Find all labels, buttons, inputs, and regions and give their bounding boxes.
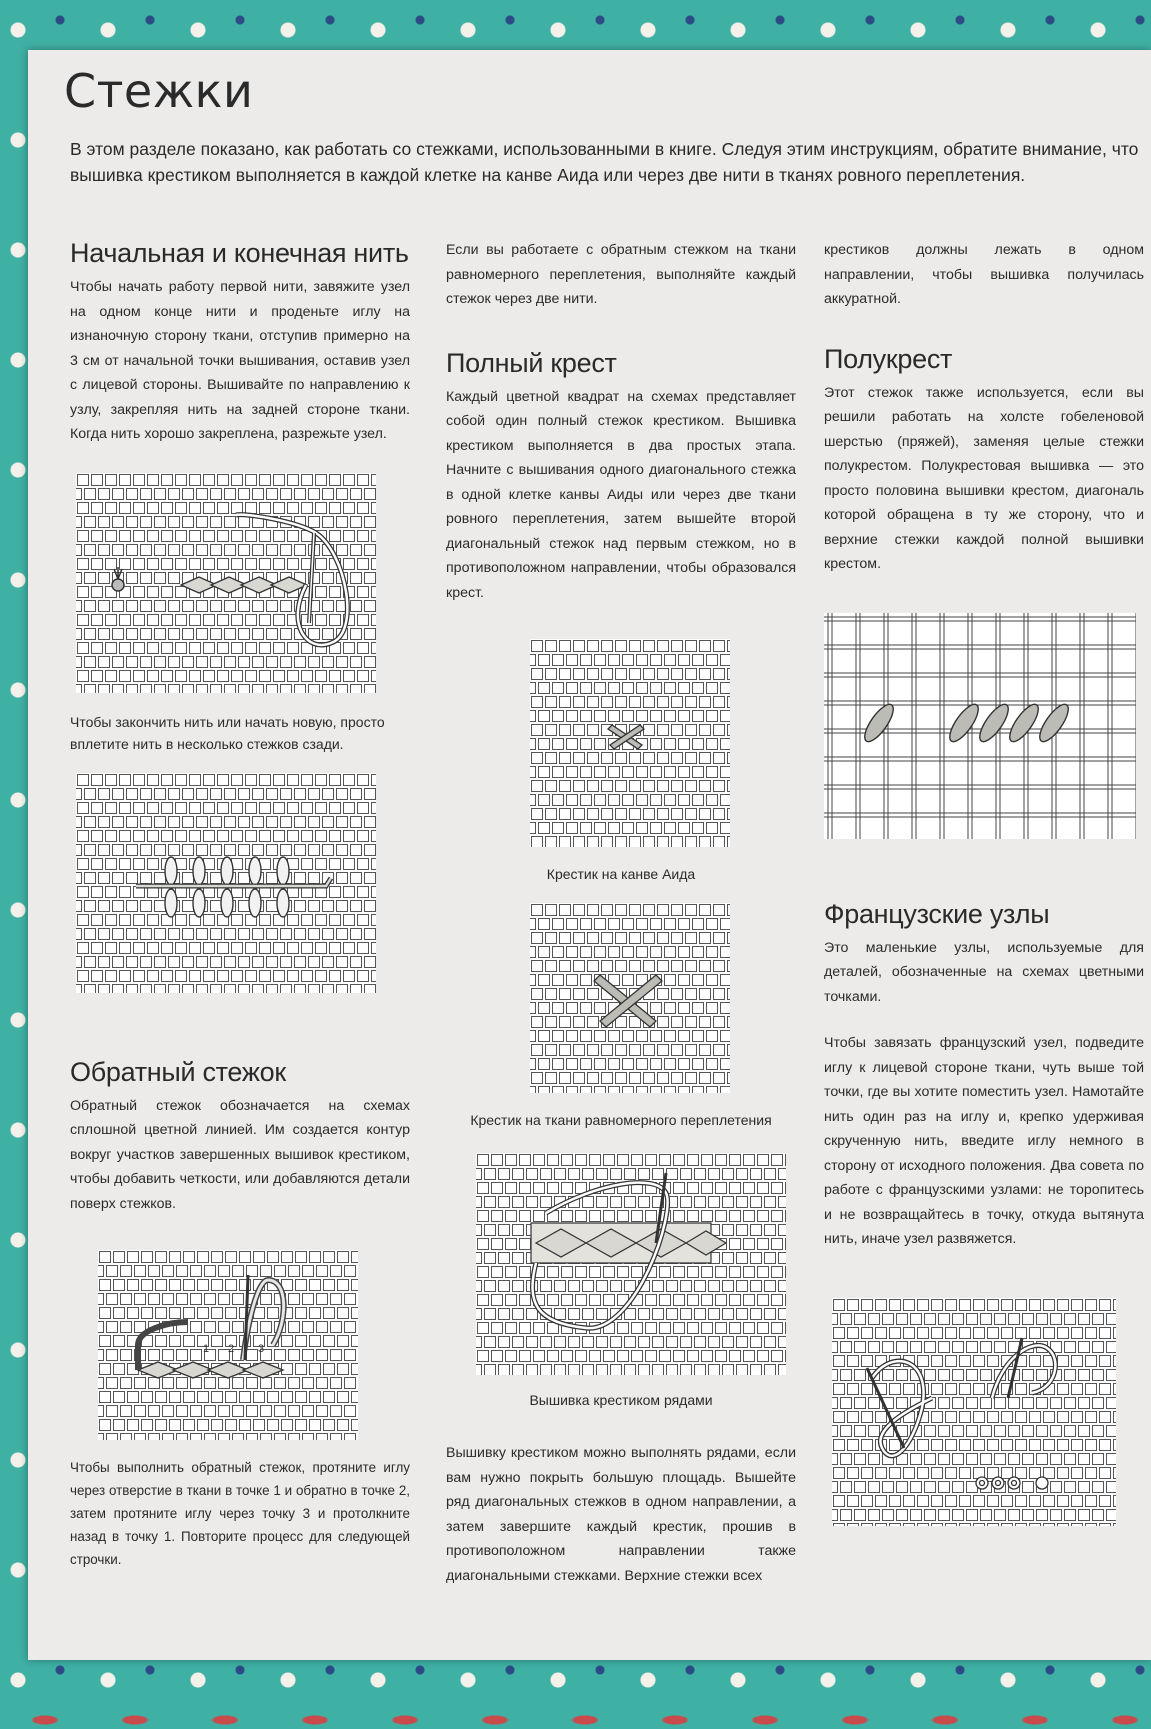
half-cross-intro: крестиков должны лежать в одном направлении, чтобы вышивка получилась аккуратной. xyxy=(824,242,1144,307)
column-left xyxy=(70,238,410,1571)
point-label-3: 3 xyxy=(258,1343,265,1355)
full-cross-text: Каждый цветной квадрат на схемах представляет собой один полный стежок крестиком. Вышивка крестиком выполняется в два простых этапа. Начните с вышивания одного диагонального стежка в одной клетке канвы Аиды или через две ткани ровного переплетения, затем вышейте второй диагональный стежок над первым стежком, но в противоположном направлении, чтобы образовался крест. xyxy=(446,388,796,601)
end-thread-diagram xyxy=(76,773,376,993)
intro-paragraph: В этом разделе показано, как работать со стежками, использованными в книге. Следуя этим инструкциям, обратите внимание, что вышивка крестиком выполняется в каждой клетке на канве Аида или через две нити в тканях ровного переплетения. xyxy=(70,139,1139,185)
backstitch-diagram xyxy=(98,1250,358,1440)
column-middle xyxy=(446,238,796,1588)
column-right xyxy=(824,238,1144,1526)
backstitch-heading: Обратный стежок xyxy=(70,1056,286,1087)
aida-caption: Крестик на канве Аида xyxy=(546,866,696,882)
finished-knots xyxy=(976,1477,1048,1489)
half-cross-text: Этот стежок также используется, если вы решили работать на холсте гобеленовой шерстью (пряжей), заменяя целые стежки полукрестом. Полукрестовая вышивка — это просто половина вышивки крестом, диагональ которой обращена в ту же сторону, что и верхние стежки каждой полной вышивки крестом. xyxy=(824,384,1144,572)
french-knots-text1: Это маленькие узлы, используемые для деталей, обозначенные на схемах цветными точками. xyxy=(824,939,1144,1005)
book-page xyxy=(28,50,1151,1660)
aida-cross-diagram xyxy=(530,639,730,847)
evenweave-cross-diagram xyxy=(530,903,730,1093)
full-cross-intro: Если вы работаете с обратным стежком на ткани равномерного переплетения, выполняйте каждый стежок через две нити. xyxy=(446,242,796,307)
full-cross-heading: Полный крест xyxy=(446,347,617,378)
backstitch-footnote: Чтобы выполнить обратный стежок, протяните иглу через отверстие в ткани в точке 1 и обратно в точке 2, затем протяните иглу через точку 3 и протолкните назад в точку 1. Повторите процесс для следующей строчки. xyxy=(70,1460,410,1567)
rows-caption: Вышивка крестиком рядами xyxy=(529,1392,713,1408)
rows-stitches xyxy=(531,1223,726,1263)
start-end-text: Чтобы начать работу первой нити, завяжите узел на одном конце нити и проденьте иглу на изнаночную сторону ткани, отступив примерно на 3 см от начальной точки вышивания, оставив узел с лицевой стороны. Вышивайте по направлению к узлу, закрепляя нить на задней стороне ткани. Когда нить хорошо закреплена, разрежьте узел. xyxy=(70,279,410,442)
page-title: Стежки xyxy=(64,64,254,118)
start-end-heading: Начальная и конечная нить xyxy=(70,238,409,268)
french-knots-text2: Чтобы завязать французский узел, подведите иглу к лицевой стороне ткани, чуть выше той точки, где вы хотите поместить узел. Намотайте нить один раз на иглу и, крепко удерживая скрученную нить, введите иглу немного в сторону от исходного положения. Два совета по работе с французскими узлами: не торопитесь и не возвращайтесь в точку, откуда вытянута нить, иначе узел развяжется. xyxy=(824,1035,1144,1247)
french-knots-heading: Французские узлы xyxy=(824,898,1050,929)
point-label-1: 1 xyxy=(203,1343,210,1355)
rows-diagram xyxy=(476,1153,786,1375)
start-thread-diagram xyxy=(76,473,376,693)
half-cross-heading: Полукрест xyxy=(824,343,953,374)
french-knot-diagram xyxy=(832,1298,1116,1526)
point-label-2: 2 xyxy=(228,1343,235,1355)
start-end-caption: Чтобы закончить нить или начать новую, просто вплетите нить в несколько стежков сзади. xyxy=(70,713,385,752)
evenweave-caption: Крестик на ткани равномерного переплетения xyxy=(470,1112,772,1128)
half-cross-diagram xyxy=(824,613,1136,839)
backstitch-text: Обратный стежок обозначается на схемах сплошной цветной линией. Им создается контур вокруг участков завершенных вышивок крестиком, чтобы добавить четкости, или добавляются детали поверх стежков. xyxy=(70,1097,410,1212)
rows-text: Вышивку крестиком можно выполнять рядами, если вам нужно покрыть большую площадь. Вышейте ряд диагональных стежков в одном направлении, а затем завершите каждый крестик, прошив в противоположном направлении также диагональными стежками. Верхние стежки всех xyxy=(446,1445,796,1584)
